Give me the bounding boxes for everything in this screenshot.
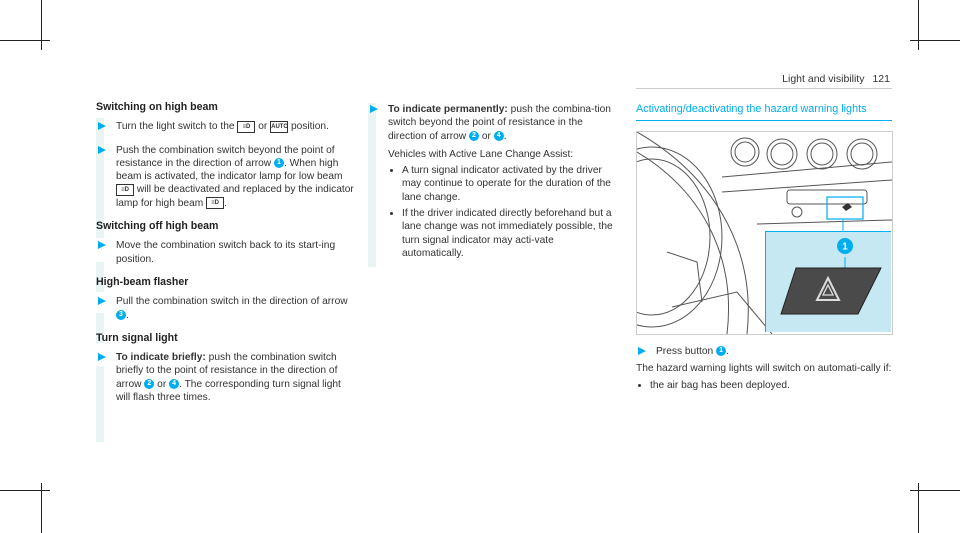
high-beam-off-heading: Switching off high beam xyxy=(96,220,219,233)
list-item: • A turn signal indicator activated by the driver may continue to operate for the duration of the lane change. xyxy=(402,164,618,204)
callout-2-icon: 2 xyxy=(469,131,479,141)
crop-mark xyxy=(0,490,50,491)
step-arrow-icon xyxy=(98,122,106,130)
header-rule xyxy=(636,88,892,89)
page-number: 121 xyxy=(872,73,890,85)
hazard-button-callout xyxy=(765,231,891,332)
left-column xyxy=(96,101,356,414)
step-item: To indicate briefly: push the combination switch briefly to the point of resistance in the direction of arrow 2 or 4 . The corresponding turn signal light will flash three times. xyxy=(96,351,356,404)
crop-mark xyxy=(918,483,919,533)
step-text: Turn the light switch to the xyxy=(116,121,235,133)
step-text: Push the combination switch beyond the point of resistance in the direction of arrow xyxy=(116,144,335,169)
running-header xyxy=(782,73,890,85)
section-title: Light and visibility xyxy=(782,73,865,85)
crop-mark xyxy=(918,0,919,50)
callout-4-icon: 4 xyxy=(494,131,504,141)
list-item: • the air bag has been deployed. xyxy=(650,379,892,392)
step-arrow-icon xyxy=(98,353,106,361)
step-text: Move the combination switch back to its start-ing position. xyxy=(116,240,336,265)
step-arrow-icon xyxy=(638,347,646,355)
turn-signal-heading: Turn signal light xyxy=(96,331,178,344)
low-beam-symbol-icon: ≡D xyxy=(116,184,134,196)
step-item: Press button 1 . xyxy=(636,345,892,358)
step-item xyxy=(96,239,356,266)
callout-1-icon: 1 xyxy=(716,346,726,356)
step-text: Press button xyxy=(656,346,714,357)
hazard-heading: Activating/deactivating the hazard warning lights xyxy=(636,103,867,115)
callout-3-icon: 3 xyxy=(116,310,126,320)
auto-text: The hazard warning lights will switch on automati-cally if: xyxy=(636,363,892,375)
flasher-heading: High-beam flasher xyxy=(96,275,189,288)
step-text: push the combina-tion switch beyond the point of resistance in the direction of arrow xyxy=(388,104,611,142)
svg-text:1: 1 xyxy=(842,241,848,253)
step-arrow-icon xyxy=(370,105,378,113)
step-text: When high beam is activated, the indicator lamp for low beam xyxy=(116,157,343,183)
right-column-body xyxy=(636,345,892,395)
crop-mark xyxy=(41,0,42,50)
step-item: To indicate permanently: push the combina-tion switch beyond the point of resistance in the direction of arrow 2 or 4 . Vehicles with Active Lane Change Assist: • A turn signal indicator activated by the driver may continue to operate for the duration of the lane change. • If the driver indicated directly beforehand but a lane change was not immediately possible, the turn signal indicator may acti-vate automatically. xyxy=(368,103,618,260)
step-bold-text: To indicate briefly: xyxy=(116,352,206,364)
callout-1-icon: 1 xyxy=(274,158,284,168)
callout-4-icon: 4 xyxy=(169,379,179,389)
step-arrow-icon xyxy=(98,297,106,305)
list-item: • If the driver indicated directly beforehand but a lane change was not immediately possible, the turn signal indicator may acti-vate automatically. xyxy=(402,207,618,260)
crop-mark xyxy=(41,483,42,533)
auto-symbol-icon: AUTO xyxy=(270,121,288,133)
step-arrow-icon xyxy=(98,146,106,154)
callout-2-icon: 2 xyxy=(144,379,154,389)
step-text: will be deactivated and replaced by the indicator lamp for high beam xyxy=(116,184,354,209)
step-text: or xyxy=(258,121,268,133)
hazard-button-drawing xyxy=(766,232,891,332)
step-item xyxy=(96,120,356,133)
assist-intro: Vehicles with Active Lane Change Assist: xyxy=(388,148,574,160)
assist-bullets xyxy=(388,164,618,260)
step-text: Pull the combination switch in the direction of arrow xyxy=(116,296,348,308)
auto-bullets xyxy=(636,379,892,392)
step-text: or xyxy=(481,130,491,142)
step-item: Pull the combination switch in the direction of arrow 3 . xyxy=(96,295,356,322)
high-beam-heading: Switching on high beam xyxy=(96,101,218,113)
high-beam-symbol-icon: ≡D xyxy=(206,197,224,209)
heading-underline xyxy=(636,120,892,121)
step-text: or xyxy=(157,378,167,390)
step-arrow-icon xyxy=(98,241,106,249)
step-text: The corresponding turn signal light will flash three times. xyxy=(116,378,341,404)
high-beam-symbol-icon: ≡D xyxy=(237,121,255,133)
step-item: Push the combination switch beyond the point of resistance in the direction of arrow 1 . When high beam is activated, the indicator lamp for low beam ≡D will be deactivated and replaced by the indicator lamp for high beam ≡D . xyxy=(96,144,356,210)
step-text: push the combination switch briefly to the point of resistance in the direction of arrow xyxy=(116,352,338,390)
crop-mark xyxy=(0,40,50,41)
step-bold-text: To indicate permanently: xyxy=(388,104,508,115)
step-text: position. xyxy=(290,121,329,133)
middle-column xyxy=(368,103,618,270)
